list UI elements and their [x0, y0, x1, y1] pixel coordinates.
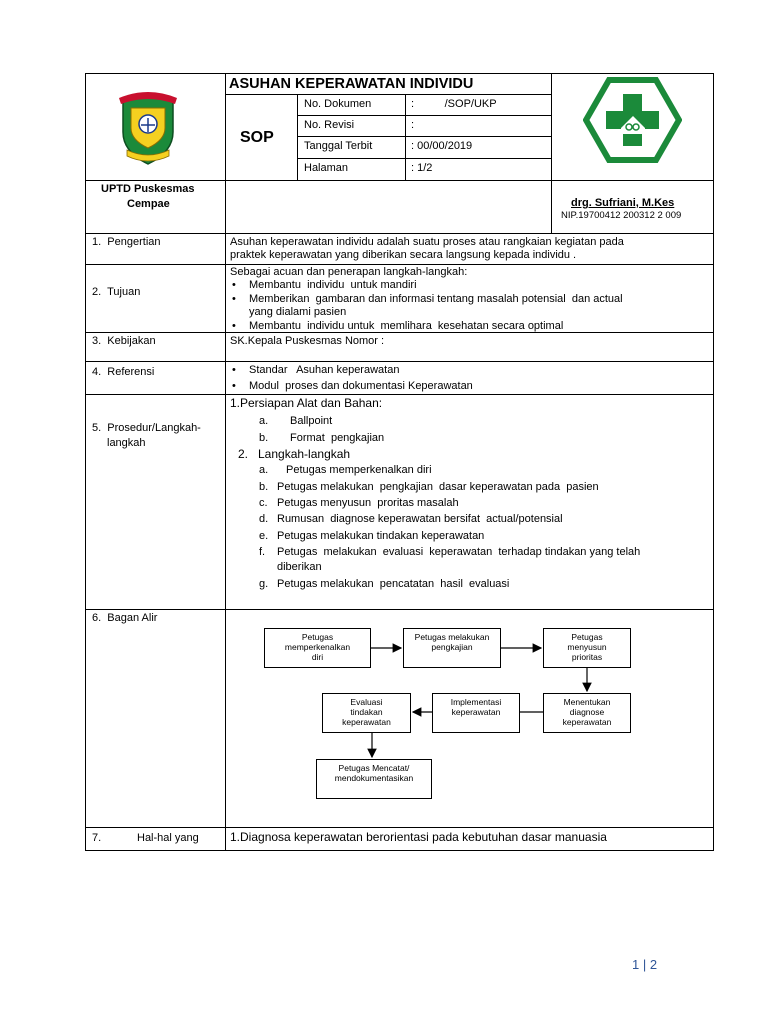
pengertian-text-line2: praktek keperawatan yang diberikan secara langsung kepada individu . [230, 249, 577, 261]
step-marker: f. [259, 546, 266, 558]
step-item: Petugas melakukan pengkajian dasar keperawatan pada pasien [277, 481, 599, 493]
referensi-item: Standar Asuhan keperawatan [249, 364, 400, 376]
hal-label-number: 7. [92, 832, 102, 844]
prosedur-heading-tools: 1.Persiapan Alat dan Bahan: [230, 396, 383, 410]
hal-label-text: Hal-hal yang [137, 832, 199, 844]
step-item-continuation: diberikan [277, 561, 322, 573]
signer-name: drg. Sufriani, M.Kes [571, 197, 675, 209]
sop-label: SOP [240, 129, 274, 146]
prosedur-heading-steps: 2. Langkah-langkah [238, 447, 351, 461]
step-item: Petugas melakukan pencatatan hasil evaluasi [277, 578, 510, 590]
flow-box-prioritas: Petugas menyusun prioritas [543, 628, 631, 668]
bullet-icon: • [232, 293, 236, 305]
meta-value-no-dokumen: : /SOP/UKP [411, 98, 497, 110]
tujuan-item: Memberikan gambaran dan informasi tentang masalah potensial dan actual [249, 293, 623, 305]
flow-box-evaluasi: Evaluasi tindakan keperawatan [322, 693, 411, 733]
bagan-alir-label: 6. Bagan Alir [92, 612, 158, 624]
step-marker: d. [259, 513, 269, 525]
bullet-icon: • [232, 320, 236, 332]
bullet-icon: • [232, 380, 236, 392]
referensi-item: Modul proses dan dokumentasi Keperawatan [249, 380, 473, 392]
tool-marker: b. [259, 432, 269, 444]
institution-name-line1: UPTD Puskesmas [101, 183, 195, 195]
step-item: Petugas melakukan evaluasi keperawatan terhadap tindakan yang telah [277, 546, 641, 558]
flow-box-diagnose: Menentukan diagnose keperawatan [543, 693, 631, 733]
bullet-icon: • [232, 364, 236, 376]
flow-box-dokumentasi: Petugas Mencatat/ mendokumentasikan [316, 759, 432, 799]
pengertian-label: 1. Pengertian [92, 236, 161, 248]
step-marker: a. [259, 464, 269, 476]
kebijakan-label: 3. Kebijakan [92, 335, 156, 347]
institution-name-line2: Cempae [127, 198, 170, 210]
meta-value-tanggal-terbit: : 00/00/2019 [411, 140, 473, 152]
flow-box-pengkajian: Petugas melakukan pengkajian [403, 628, 501, 668]
signer-nip: NIP.19700412 200312 2 009 [561, 210, 682, 221]
meta-label-no-revisi: No. Revisi [304, 119, 355, 131]
tujuan-item: Membantu individu untuk memlihara kesehatan secara optimal [249, 320, 564, 332]
step-item: Petugas melakukan tindakan keperawatan [277, 530, 485, 542]
tool-item: Format pengkajian [290, 432, 385, 444]
meta-label-halaman: Halaman [304, 162, 349, 174]
flow-box-perkenalan: Petugas memperkenalkan diri [264, 628, 371, 668]
tool-item: Ballpoint [290, 415, 333, 427]
step-marker: b. [259, 481, 269, 493]
bullet-icon: • [232, 279, 236, 291]
meta-label-no-dokumen: No. Dokumen [304, 98, 372, 110]
step-item: Rumusan diagnose keperawatan bersifat actual/potensial [277, 513, 563, 525]
flow-box-implementasi: Implementasi keperawatan [432, 693, 520, 733]
step-marker: e. [259, 530, 269, 542]
hal-text: 1.Diagnosa keperawatan berorientasi pada kebutuhan dasar manuasia [230, 830, 607, 844]
step-marker: c. [259, 497, 268, 509]
tujuan-label: 2. Tujuan [92, 286, 141, 298]
prosedur-label-line2: langkah [107, 437, 146, 449]
step-item: Petugas menyusun proritas masalah [277, 497, 459, 509]
page-number: 1 | 2 [632, 957, 658, 972]
tujuan-intro: Sebagai acuan dan penerapan langkah-langkah: [230, 266, 468, 278]
referensi-label: 4. Referensi [92, 366, 155, 378]
pengertian-text-line1: Asuhan keperawatan individu adalah suatu proses atau rangkaian kegiatan pada [230, 236, 624, 248]
tujuan-item-continuation: yang dialami pasien [249, 306, 347, 318]
meta-value-no-revisi: : [411, 119, 415, 131]
step-marker: g. [259, 578, 269, 590]
tool-marker: a. [259, 415, 269, 427]
meta-value-halaman: : 1/2 [411, 162, 433, 174]
step-item: Petugas memperkenalkan diri [286, 464, 432, 476]
kebijakan-text: SK.Kepala Puskesmas Nomor : [230, 335, 385, 347]
tujuan-item: Membantu individu untuk mandiri [249, 279, 417, 291]
prosedur-label-line1: 5. Prosedur/Langkah- [92, 422, 201, 434]
document-title: ASUHAN KEPERAWATAN INDIVIDU [229, 76, 474, 92]
meta-label-tanggal-terbit: Tanggal Terbit [304, 140, 373, 152]
